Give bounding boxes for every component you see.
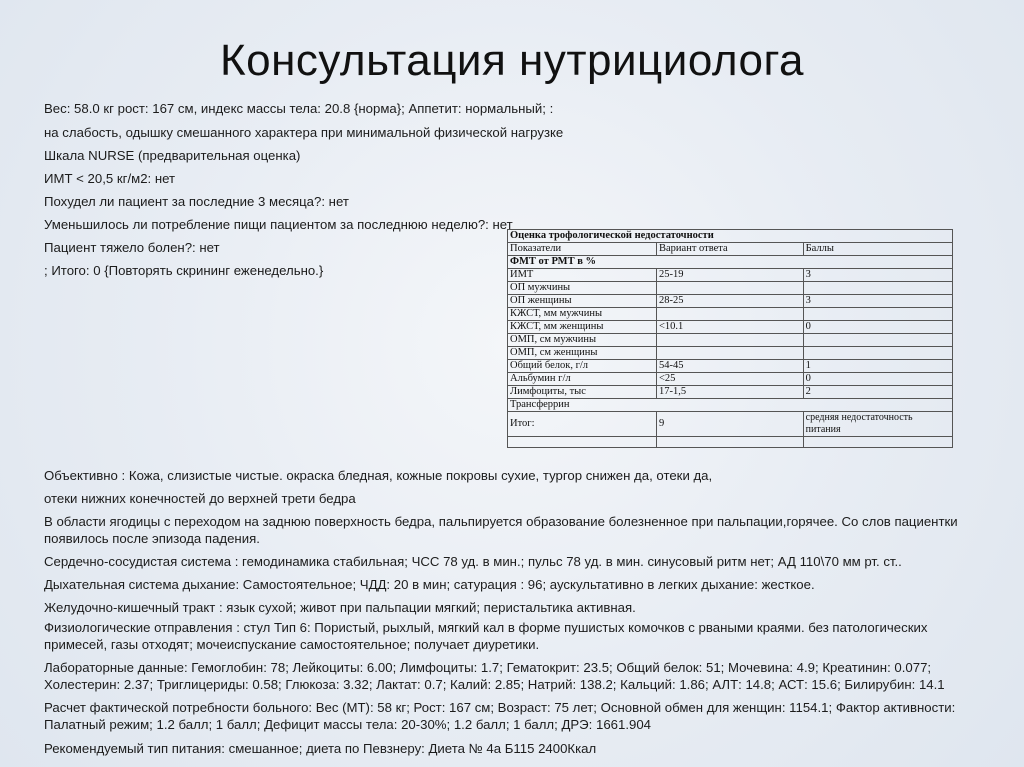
text-line-physiological: Физиологические отправления : стул Тип 6: Пористый, рыхлый, мягкий кал в форме пушистых комочков с рваными краями. без патологических примесей, газы отходят; мочеиспускание самостоятельное; получает диуретики. xyxy=(44,620,928,652)
text-line-respiratory: Дыхательная система дыхание: Самостоятельное; ЧДД: 20 в мин; сатурация : 96; аускультативно в легких дыхание: жесткое. xyxy=(44,577,815,592)
table-header-cell: Вариант ответа xyxy=(657,243,804,256)
table-cell: ИМТ xyxy=(508,269,657,282)
table-header-cell: Показатели xyxy=(508,243,657,256)
text-line-weight-loss: Похудел ли пациент за последние 3 месяца?: нет xyxy=(44,194,349,209)
table-cell xyxy=(508,437,657,448)
table-cell: <25 xyxy=(657,373,804,386)
table-cell xyxy=(657,347,804,360)
table-cell xyxy=(803,334,952,347)
table-cell: КЖСТ, мм женщины xyxy=(508,321,657,334)
table-cell: 2 xyxy=(803,386,952,399)
trophology-table xyxy=(507,229,953,448)
table-cell: 54-45 xyxy=(657,360,804,373)
text-line-gi: Желудочно-кишечный тракт : язык сухой; живот при пальпации мягкий; перистальтика активная. xyxy=(44,600,636,615)
table-cell: Итог: xyxy=(508,412,657,437)
table-cell xyxy=(657,437,804,448)
table-cell xyxy=(657,308,804,321)
table-row xyxy=(508,282,953,295)
table-cell: 1 xyxy=(803,360,952,373)
table-cell: Лимфоциты, тыс xyxy=(508,386,657,399)
table-cell: 28-25 xyxy=(657,295,804,308)
text-line-lab: Лабораторные данные: Гемоглобин: 78; Лейкоциты: 6.00; Лимфоциты: 1.7; Гематокрит: 23.5; Общий белок: 51; Мочевина: 4.9; Креатинин: 0.077; Холестерин: 2.37; Триглицериды: 0.58; Глюкоза: 3.32; Лактат: 0.7; Калий: 2.85; Натрий: 138.2; Кальций: 1.86; АЛТ: 14.8; АСТ: 15.6; Билирубин: 14.1 xyxy=(44,660,945,692)
text-line-palpation: В области ягодицы с переходом на заднюю поверхность бедра, пальпируется образование болезненное при пальпации,горячее. Со слов пациентки появилось после эпизода падения. xyxy=(44,514,958,546)
table-row xyxy=(508,399,953,412)
text-line-cardio: Сердечно-сосудистая система : гемодинамика стабильная; ЧСС 78 уд. в мин.; пульс 78 уд. в мин. синусовый ритм нет; АД 110\70 мм рт. ст.. xyxy=(44,554,902,569)
table-title: Оценка трофологической недостаточности xyxy=(508,230,953,243)
table-row xyxy=(508,269,953,282)
table-cell xyxy=(657,282,804,295)
text-line-total: ; Итого: 0 {Повторять скрининг еженедельно.} xyxy=(44,263,324,278)
table-cell: 17-1,5 xyxy=(657,386,804,399)
table-cell: ОП мужчины xyxy=(508,282,657,295)
table-row xyxy=(508,373,953,386)
table-row xyxy=(508,386,953,399)
table-cell xyxy=(657,334,804,347)
table-cell: ОП женщины xyxy=(508,295,657,308)
table-cell xyxy=(803,437,952,448)
table-row xyxy=(508,334,953,347)
table-cell: 9 xyxy=(657,412,804,437)
text-line-objective: Объективно : Кожа, слизистые чистые. окраска бледная, кожные покровы сухие, тургор снижен да, отеки да, xyxy=(44,468,713,483)
table-cell: 25-19 xyxy=(657,269,804,282)
table-row-total xyxy=(508,412,953,437)
text-line-severity: Пациент тяжело болен?: нет xyxy=(44,240,220,255)
table-cell: средняя недостаточность питания xyxy=(803,412,952,437)
table-row xyxy=(508,295,953,308)
text-line-nurse-scale: Шкала NURSE (предварительная оценка) xyxy=(44,148,301,163)
text-line-energy-calc: Расчет фактической потребности больного: Вес (МТ): 58 кг; Рост: 167 см; Возраст: 75 лет; Основной обмен для женщин: 1154.1; Фактор активности: Палатный режим; 1.2 балл; 1 балл; Дефицит массы тела: 20-30%; 1.2 балл; 1 балл; ДРЭ: 1661.904 xyxy=(44,700,956,732)
table-row xyxy=(508,360,953,373)
text-line-complaints: на слабость, одышку смешанного характера при минимальной физической нагрузке xyxy=(44,125,564,140)
table-cell xyxy=(803,308,952,321)
text-line-diet: Рекомендуемый тип питания: смешанное; диета по Певзнеру: Диета № 4а Б115 2400Ккал xyxy=(44,741,597,756)
table-cell xyxy=(803,282,952,295)
table-header-cell: Баллы xyxy=(803,243,952,256)
table-cell xyxy=(803,347,952,360)
table-cell: ОМП, см женщины xyxy=(508,347,657,360)
table-row xyxy=(508,256,953,269)
text-line-edema: отеки нижних конечностей до верхней трети бедра xyxy=(44,491,356,506)
table-cell: 0 xyxy=(803,373,952,386)
slide-title: Консультация нутрициолога xyxy=(219,36,805,85)
text-line-bmi: ИМТ < 20,5 кг/м2: нет xyxy=(44,171,176,186)
table-row xyxy=(508,308,953,321)
table-cell: 3 xyxy=(803,295,952,308)
table-cell: Общий белок, г/л xyxy=(508,360,657,373)
table-cell: 3 xyxy=(803,269,952,282)
table-cell: 0 xyxy=(803,321,952,334)
table-row xyxy=(508,347,953,360)
table-cell: ОМП, см мужчины xyxy=(508,334,657,347)
table-cell: КЖСТ, мм мужчины xyxy=(508,308,657,321)
table-row xyxy=(508,321,953,334)
text-line-weight: Вес: 58.0 кг рост: 167 см, индекс массы тела: 20.8 {норма}; Аппетит: нормальный; : xyxy=(44,101,554,116)
table-cell: <10.1 xyxy=(657,321,804,334)
table-row xyxy=(508,437,953,448)
table-cell: ФМТ от РМТ в % xyxy=(508,256,953,269)
text-line-food-intake: Уменьшилось ли потребление пищи пациентом за последнюю неделю?: нет xyxy=(44,217,513,232)
table-cell: Трансферрин xyxy=(508,399,953,412)
table-cell: Альбумин г/л xyxy=(508,373,657,386)
